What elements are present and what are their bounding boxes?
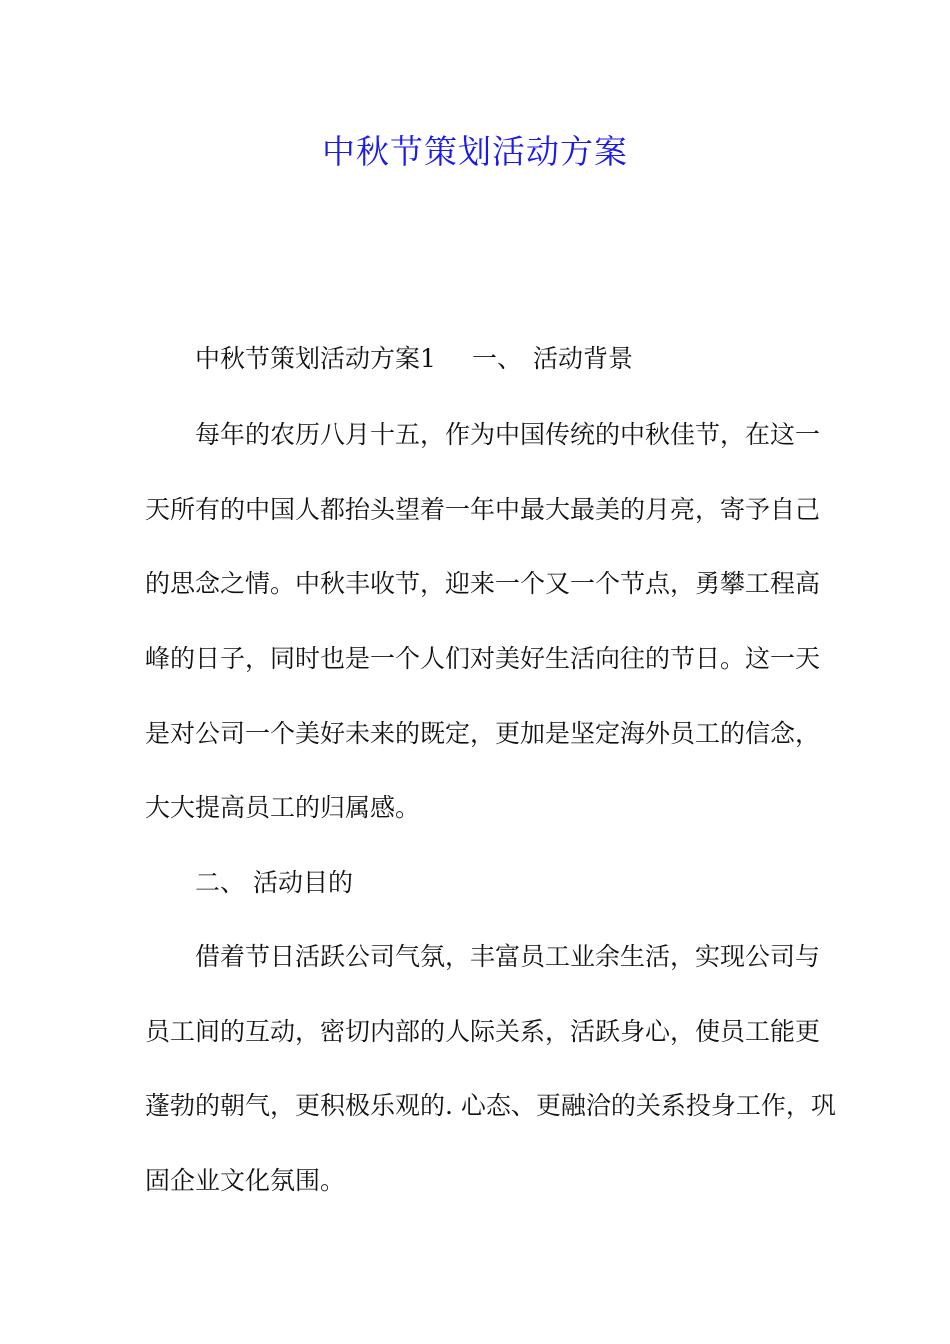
plan-label: 中秋节策划活动方案1: [195, 344, 436, 373]
paragraph-line: 的思念之情。中秋丰收节，迎来一个又一个节点，勇攀工程高: [145, 569, 821, 598]
paragraph-line: 峰的日子，同时也是一个人们对美好生活向往的节日。这一天: [145, 644, 821, 673]
section-2-number: 二、: [195, 868, 246, 897]
document-title: 中秋节策划活动方案: [322, 132, 628, 171]
paragraph-line: 每年的农历八月十五，作为中国传统的中秋佳节，在这一: [195, 420, 821, 449]
section-1-title: 活动背景: [533, 344, 634, 373]
paragraph-line: 天所有的中国人都抬头望着一年中最大最美的月亮，寄予自己: [145, 495, 821, 524]
paragraph-line: 蓬勃的朝气，更积极乐观的. 心态、更融洽的关系投身工作，巩: [145, 1091, 836, 1120]
paragraph-line: 大大提高员工的归属感。: [145, 793, 421, 822]
section-2-title: 活动目的: [253, 868, 354, 897]
paragraph-line: 固企业文化氛围。: [145, 1166, 346, 1195]
paragraph-line: 是对公司一个美好未来的既定，更加是坚定海外员工的信念，: [145, 719, 821, 748]
paragraph-line: 借着节日活跃公司气氛，丰富员工业余生活，实现公司与: [195, 942, 821, 971]
paragraph-line: 员工间的互动，密切内部的人际关系，活跃身心，使员工能更: [145, 1017, 821, 1046]
section-1-number: 一、: [472, 344, 523, 373]
